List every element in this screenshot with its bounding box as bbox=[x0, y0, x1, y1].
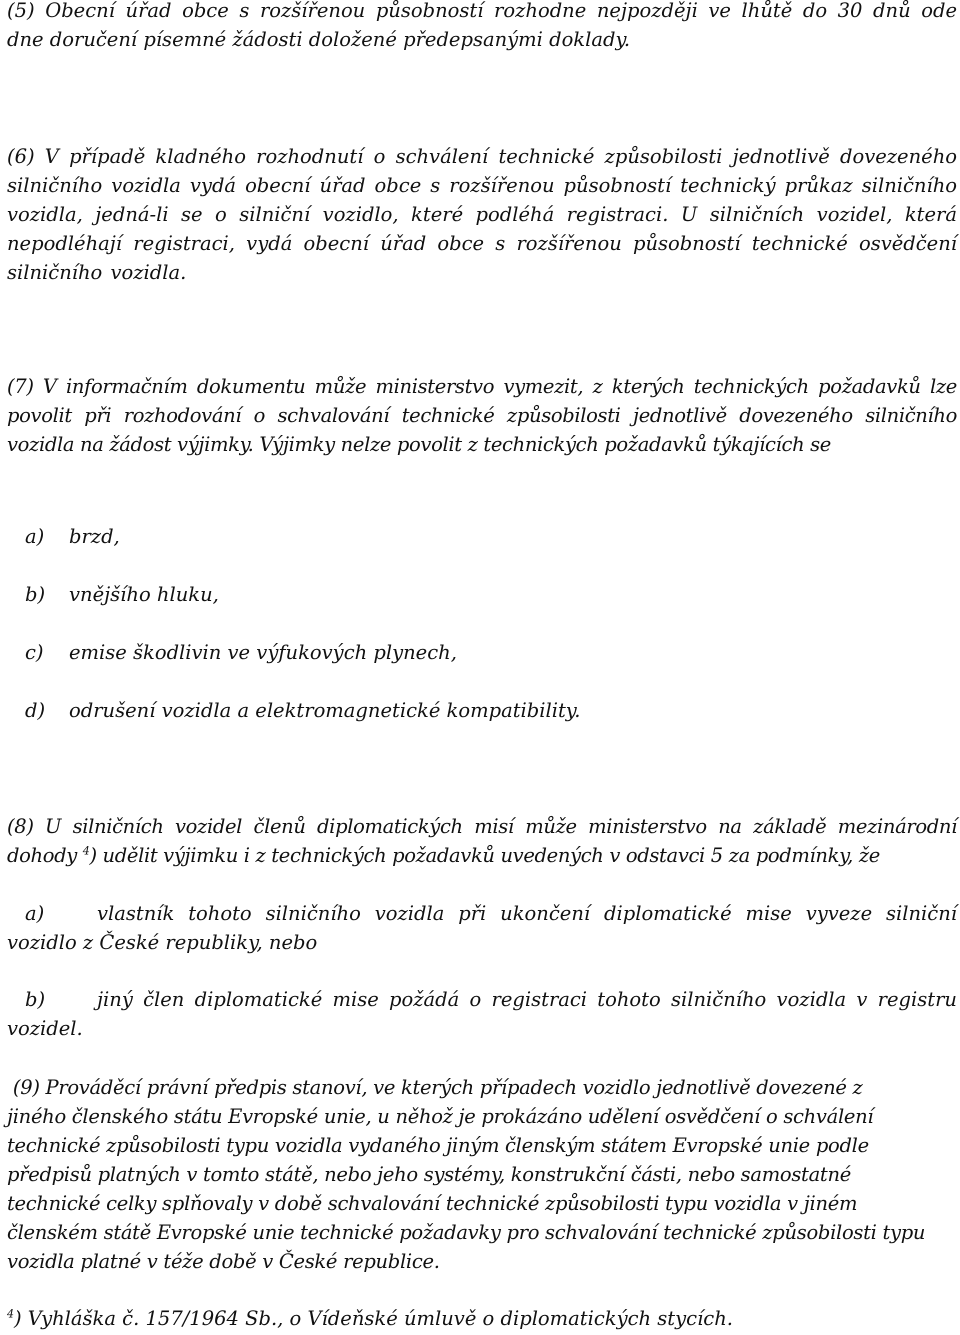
list-item-7a bbox=[25, 522, 945, 551]
paragraph-5-line-1: (5) Obecní úřad obce s rozšířenou působností rozhodne nejpozději ve lhůtě do 30 dnů ode bbox=[7, 0, 957, 22]
list-item-7d bbox=[25, 696, 945, 725]
list-item-7b bbox=[25, 580, 945, 609]
paragraph-8-line-1: (8) U silničních vozidel členů diplomatických misí může ministerstvo na základě mezinárodní bbox=[7, 815, 957, 838]
paragraph-5 bbox=[7, 0, 957, 54]
list-label: a) bbox=[25, 902, 45, 925]
list-text: emise škodlivin ve výfukových plynech, bbox=[69, 641, 457, 664]
list-text: jiný člen diplomatické mise požádá o registraci tohoto silničního vozidla v registru vozidel. bbox=[7, 988, 957, 1040]
list-label: d) bbox=[25, 699, 46, 722]
list-text: brzd, bbox=[69, 525, 120, 548]
footnote bbox=[7, 1304, 957, 1333]
footnote-text: ) Vyhláška č. 157/1964 Sb., o Vídeňské úmluvě o diplomatických stycích. bbox=[14, 1307, 733, 1330]
list-label: b) bbox=[25, 583, 46, 606]
paragraph-8-line-2: dohody $^4$) udělit výjimku i z technických požadavků uvedených v odstavci 5 za podmínky, že bbox=[7, 844, 880, 867]
list-label: c) bbox=[25, 641, 44, 664]
list-text: odrušení vozidla a elektromagnetické kompatibility. bbox=[69, 699, 581, 722]
footnote-number: 4 bbox=[7, 1307, 14, 1321]
paragraph-5-line-2: dne doručení písemné žádosti doložené předepsanými doklady. bbox=[7, 28, 631, 51]
list-text: vnějšího hluku, bbox=[69, 583, 219, 606]
list-item-8a bbox=[7, 899, 957, 957]
footnote-ref: 4 bbox=[82, 844, 90, 858]
list-item-7c bbox=[25, 638, 945, 667]
list-label: a) bbox=[25, 525, 45, 548]
paragraph-6: (6) V případě kladného rozhodnutí o schválení technické způsobilosti jednotlivě dovezeného silničního vozidla vydá obecní úřad obce s rozšířenou působností technický průkaz silničního vozidla, jedná-li se o silniční vozidlo, které podléhá registraci. U silničních vozidel, která nepodléhají registraci, vydá obecní úřad obce s rozšířenou působností technické osvědčení silničního vozidla. bbox=[7, 145, 957, 284]
list-text: vlastník tohoto silničního vozidla při ukončení diplomatické mise vyveze silniční vozidlo z České republiky, nebo bbox=[7, 902, 957, 954]
paragraph-9: (9) Prováděcí právní předpis stanoví, ve kterých případech vozidlo jednotlivě dovezené z jiného členského státu Evropské unie, u něhož je prokázáno udělení osvědčení o schválení technické způsobilosti typu vozidla vydaného jiným členským státem Evropské unie podle předpisů platných v tomto státě, nebo jeho systémy, konstrukční části, nebo samostatné technické celky splňovaly v době schvalování technické způsobilosti typu vozidla v jiném členském státě Evropské unie technické požadavky pro schvalování technické způsobilosti typu vozidla platné v téže době v České republice. bbox=[7, 1076, 932, 1273]
list-label: b) bbox=[25, 988, 46, 1011]
paragraph-7: (7) V informačním dokumentu může ministerstvo vymezit, z kterých technických požadavků lze povolit při rozhodování o schvalování technické způsobilosti jednotlivě dovezeného silničního vozidla na žádost výjimky. Výjimky nelze povolit z technických požadavků týkajících se bbox=[7, 375, 957, 456]
paragraph-8 bbox=[7, 812, 957, 870]
list-item-8b bbox=[7, 985, 957, 1043]
